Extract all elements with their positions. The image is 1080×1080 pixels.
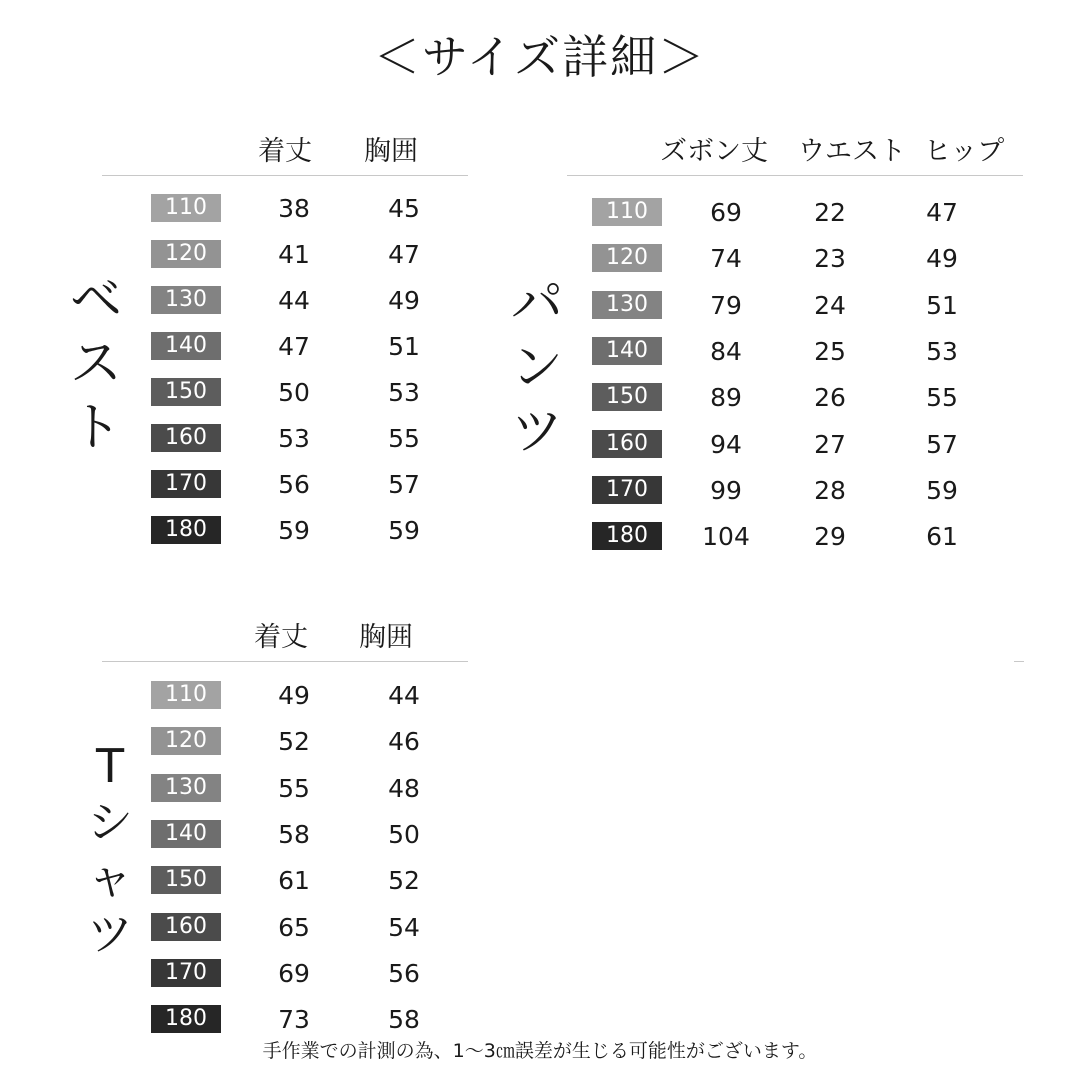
pants-cell: 57 [926, 430, 958, 459]
tshirt-label-char: ャ [87, 851, 133, 905]
tshirt-header-length: 着丈 [254, 622, 308, 653]
pants-cell: 55 [926, 383, 958, 412]
tshirt-size-tag: 110 [151, 681, 221, 709]
tshirt-size-tag: 160 [151, 913, 221, 941]
tshirt-cell: 58 [278, 820, 310, 849]
tshirt-size-tag: 150 [151, 866, 221, 894]
vest-label [64, 268, 128, 460]
pants-label-char: パ [510, 274, 563, 334]
vest-cell: 49 [388, 286, 420, 315]
pants-size-tag: 120 [592, 244, 662, 272]
pants-header-hip: ヒップ [924, 136, 1005, 167]
vest-cell: 53 [388, 378, 420, 407]
vest-label-char: ト [69, 398, 122, 458]
tshirt-cell: 65 [278, 913, 310, 942]
vest-size-tag: 180 [151, 516, 221, 544]
vest-size-tag: 120 [151, 240, 221, 268]
tshirt-cell: 56 [388, 959, 420, 988]
measurement-footnote: 手作業での計測の為、1～3㎝誤差が生じる可能性がございます。 [262, 1040, 818, 1062]
pants-cell: 22 [814, 198, 846, 227]
pants-header-rule [567, 175, 1023, 176]
tshirt-cell: 50 [388, 820, 420, 849]
tshirt-cell: 49 [278, 681, 310, 710]
tshirt-cell: 69 [278, 959, 310, 988]
pants-cell: 74 [710, 244, 742, 273]
vest-header-chest: 胸囲 [364, 136, 418, 167]
vest-cell: 44 [278, 286, 310, 315]
pants-cell: 24 [814, 291, 846, 320]
tshirt-header-chest: 胸囲 [359, 622, 413, 653]
decorative-dash [1014, 661, 1024, 662]
vest-cell: 38 [278, 194, 310, 223]
pants-cell: 49 [926, 244, 958, 273]
pants-cell: 59 [926, 476, 958, 505]
vest-cell: 45 [388, 194, 420, 223]
tshirt-header-rule [102, 661, 468, 662]
pants-cell: 28 [814, 476, 846, 505]
vest-size-tag: 150 [151, 378, 221, 406]
pants-size-tag: 140 [592, 337, 662, 365]
tshirt-cell: 48 [388, 774, 420, 803]
pants-cell: 94 [710, 430, 742, 459]
vest-cell: 57 [388, 470, 420, 499]
vest-size-tag: 130 [151, 286, 221, 314]
pants-header-inseam: ズボン丈 [660, 136, 768, 167]
pants-size-tag: 180 [592, 522, 662, 550]
tshirt-size-tag: 120 [151, 727, 221, 755]
pants-cell: 29 [814, 522, 846, 551]
pants-size-tag: 160 [592, 430, 662, 458]
tshirt-cell: 55 [278, 774, 310, 803]
vest-size-tag: 160 [151, 424, 221, 452]
vest-cell: 41 [278, 240, 310, 269]
vest-cell: 59 [278, 516, 310, 545]
pants-cell: 69 [710, 198, 742, 227]
tshirt-cell: 52 [388, 866, 420, 895]
pants-cell: 25 [814, 337, 846, 366]
vest-header-rule [102, 175, 468, 176]
pants-cell: 104 [702, 522, 750, 551]
pants-cell: 53 [926, 337, 958, 366]
pants-cell: 27 [814, 430, 846, 459]
vest-size-tag: 170 [151, 470, 221, 498]
tshirt-label-char: ツ [87, 907, 133, 961]
vest-cell: 55 [388, 424, 420, 453]
tshirt-size-tag: 130 [151, 774, 221, 802]
pants-size-tag: 170 [592, 476, 662, 504]
pants-cell: 26 [814, 383, 846, 412]
pants-size-tag: 130 [592, 291, 662, 319]
pants-cell: 84 [710, 337, 742, 366]
pants-cell: 23 [814, 244, 846, 273]
pants-label [505, 272, 569, 464]
tshirt-label [78, 738, 142, 962]
pants-cell: 99 [710, 476, 742, 505]
pants-header-waist: ウエスト [798, 136, 906, 167]
vest-cell: 56 [278, 470, 310, 499]
vest-cell: 53 [278, 424, 310, 453]
vest-cell: 51 [388, 332, 420, 361]
tshirt-label-char: T [95, 739, 125, 793]
tshirt-size-tag: 170 [151, 959, 221, 987]
tshirt-cell: 54 [388, 913, 420, 942]
page-title: ＜サイズ詳細＞ [373, 30, 707, 84]
vest-cell: 50 [278, 378, 310, 407]
pants-size-tag: 110 [592, 198, 662, 226]
vest-header-length: 着丈 [258, 136, 312, 167]
tshirt-label-char: シ [87, 795, 133, 849]
pants-cell: 51 [926, 291, 958, 320]
tshirt-size-tag: 140 [151, 820, 221, 848]
tshirt-cell: 58 [388, 1005, 420, 1034]
pants-cell: 89 [710, 383, 742, 412]
vest-size-tag: 110 [151, 194, 221, 222]
vest-cell: 47 [278, 332, 310, 361]
tshirt-cell: 61 [278, 866, 310, 895]
pants-cell: 47 [926, 198, 958, 227]
pants-label-char: ツ [510, 402, 563, 462]
tshirt-size-tag: 180 [151, 1005, 221, 1033]
tshirt-cell: 73 [278, 1005, 310, 1034]
tshirt-cell: 52 [278, 727, 310, 756]
vest-size-tag: 140 [151, 332, 221, 360]
vest-cell: 47 [388, 240, 420, 269]
tshirt-cell: 44 [388, 681, 420, 710]
pants-label-char: ン [510, 338, 563, 398]
tshirt-cell: 46 [388, 727, 420, 756]
vest-label-char: ベ [69, 270, 122, 330]
vest-label-char: ス [69, 334, 122, 394]
pants-cell: 79 [710, 291, 742, 320]
pants-cell: 61 [926, 522, 958, 551]
pants-size-tag: 150 [592, 383, 662, 411]
vest-cell: 59 [388, 516, 420, 545]
